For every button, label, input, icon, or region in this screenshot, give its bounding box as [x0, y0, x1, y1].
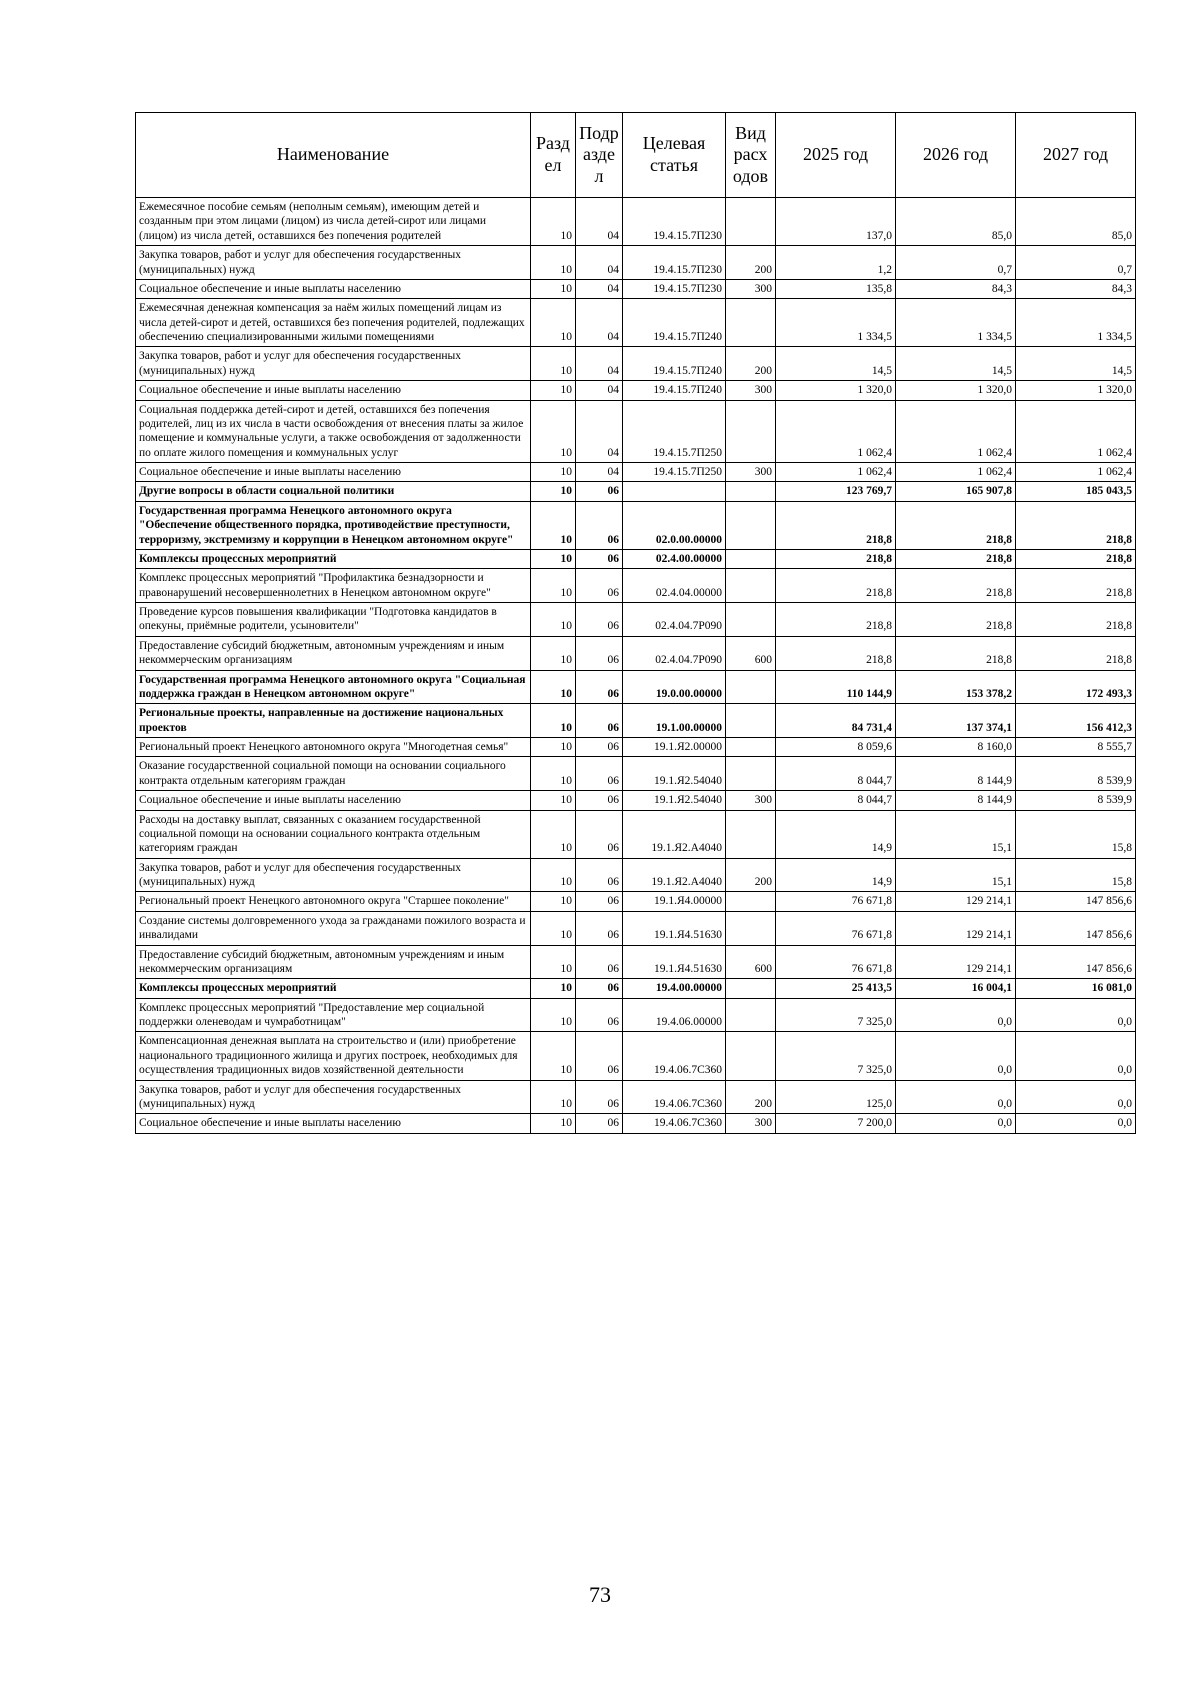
cell-name: Предоставление субсидий бюджетным, автономным учреждениям и иным некоммерческим организациям [136, 945, 531, 979]
cell-name: Социальная поддержка детей-сирот и детей, оставшихся без попечения родителей, лиц из их числа в части освобождения от внесения платы за жилое помещение и коммунальные услуги, а также освобождения от задолженности по оплате жилого помещения и коммунальных услуг [136, 400, 531, 463]
cell-razdel: 10 [531, 246, 576, 280]
cell-razdel: 10 [531, 569, 576, 603]
cell-2027: 8 539,9 [1016, 791, 1136, 810]
cell-name: Региональные проекты, направленные на достижение национальных проектов [136, 704, 531, 738]
cell-2027: 218,8 [1016, 569, 1136, 603]
cell-name: Расходы на доставку выплат, связанных с оказанием государственной социальной помощи на основании социального контракта отдельным категориям граждан [136, 810, 531, 858]
cell-name: Комплексы процессных мероприятий [136, 979, 531, 998]
cell-2025: 7 325,0 [776, 998, 896, 1032]
cell-2026: 0,0 [896, 1080, 1016, 1114]
cell-target: 19.4.06.00000 [623, 998, 726, 1032]
cell-razdel: 10 [531, 347, 576, 381]
header-2026: 2026 год [896, 113, 1016, 198]
cell-target: 02.4.04.7Р090 [623, 636, 726, 670]
table-row [136, 791, 1136, 810]
table-row [136, 347, 1136, 381]
table-row [136, 482, 1136, 501]
cell-name: Социальное обеспечение и иные выплаты населению [136, 1114, 531, 1133]
table-row [136, 381, 1136, 400]
cell-2027: 0,7 [1016, 246, 1136, 280]
cell-2027: 218,8 [1016, 501, 1136, 549]
table-row [136, 1080, 1136, 1114]
cell-target: 19.1.Я4.51630 [623, 911, 726, 945]
cell-razdel: 10 [531, 501, 576, 549]
cell-target: 19.4.15.7П230 [623, 246, 726, 280]
table-row [136, 198, 1136, 246]
cell-vid [726, 1032, 776, 1080]
cell-vid [726, 501, 776, 549]
cell-target: 19.1.Я4.00000 [623, 892, 726, 911]
cell-target: 02.0.00.00000 [623, 501, 726, 549]
budget-table [135, 112, 1136, 1134]
cell-2026: 8 160,0 [896, 738, 1016, 757]
cell-vid: 200 [726, 246, 776, 280]
cell-target: 19.1.00.00000 [623, 704, 726, 738]
table-row [136, 738, 1136, 757]
table-row [136, 501, 1136, 549]
cell-vid: 200 [726, 858, 776, 892]
table-row [136, 945, 1136, 979]
cell-podrazdel: 06 [576, 1032, 623, 1080]
header-2025: 2025 год [776, 113, 896, 198]
cell-2025: 1 062,4 [776, 400, 896, 463]
cell-vid: 200 [726, 347, 776, 381]
cell-podrazdel: 06 [576, 670, 623, 704]
cell-2025: 84 731,4 [776, 704, 896, 738]
cell-podrazdel: 04 [576, 299, 623, 347]
cell-razdel: 10 [531, 1032, 576, 1080]
cell-podrazdel: 06 [576, 979, 623, 998]
cell-podrazdel: 06 [576, 810, 623, 858]
cell-name: Ежемесячная денежная компенсация за наём жилых помещений лицам из числа детей-сирот и детей, оставшихся без попечения родителей, подлежащих обеспечению специализированными жилыми помещениями [136, 299, 531, 347]
cell-2027: 218,8 [1016, 603, 1136, 637]
cell-target: 19.4.15.7П230 [623, 198, 726, 246]
cell-2026: 0,0 [896, 1032, 1016, 1080]
cell-name: Другие вопросы в области социальной политики [136, 482, 531, 501]
header-vid: Вид расх одов [726, 113, 776, 198]
cell-vid [726, 911, 776, 945]
cell-target [623, 482, 726, 501]
cell-2027: 0,0 [1016, 1032, 1136, 1080]
cell-2026: 153 378,2 [896, 670, 1016, 704]
cell-target: 19.4.15.7П230 [623, 279, 726, 298]
cell-name: Закупка товаров, работ и услуг для обеспечения государственных (муниципальных) нужд [136, 347, 531, 381]
cell-name: Региональный проект Ненецкого автономного округа "Старшее поколение" [136, 892, 531, 911]
table-row [136, 246, 1136, 280]
cell-name: Региональный проект Ненецкого автономного округа "Многодетная семья" [136, 738, 531, 757]
header-podrazdel: Подр азде л [576, 113, 623, 198]
cell-2025: 7 325,0 [776, 1032, 896, 1080]
cell-vid [726, 482, 776, 501]
table-row [136, 892, 1136, 911]
cell-2027: 14,5 [1016, 347, 1136, 381]
cell-name: Комплекс процессных мероприятий "Предоставление мер социальной поддержки оленеводам и чумработницам" [136, 998, 531, 1032]
cell-podrazdel: 06 [576, 911, 623, 945]
cell-podrazdel: 04 [576, 198, 623, 246]
cell-podrazdel: 04 [576, 347, 623, 381]
cell-2027: 147 856,6 [1016, 892, 1136, 911]
cell-target: 19.1.Я4.51630 [623, 945, 726, 979]
cell-name: Компенсационная денежная выплата на строительство и (или) приобретение национального традиционного жилища и других построек, необходимых для осуществления традиционных видов хозяйственной деятельности [136, 1032, 531, 1080]
cell-2026: 84,3 [896, 279, 1016, 298]
cell-target: 19.4.15.7П240 [623, 347, 726, 381]
cell-target: 19.4.00.00000 [623, 979, 726, 998]
cell-vid: 300 [726, 1114, 776, 1133]
cell-name: Социальное обеспечение и иные выплаты населению [136, 381, 531, 400]
cell-name: Социальное обеспечение и иные выплаты населению [136, 463, 531, 482]
cell-2027: 218,8 [1016, 549, 1136, 568]
cell-2027: 147 856,6 [1016, 911, 1136, 945]
cell-2026: 1 320,0 [896, 381, 1016, 400]
cell-2026: 16 004,1 [896, 979, 1016, 998]
cell-2026: 8 144,9 [896, 757, 1016, 791]
cell-name: Проведение курсов повышения квалификации "Подготовка кандидатов в опекуны, приёмные родители, усыновители" [136, 603, 531, 637]
cell-2026: 218,8 [896, 636, 1016, 670]
cell-vid [726, 892, 776, 911]
cell-name: Закупка товаров, работ и услуг для обеспечения государственных (муниципальных) нужд [136, 246, 531, 280]
cell-name: Закупка товаров, работ и услуг для обеспечения государственных (муниципальных) нужд [136, 1080, 531, 1114]
cell-vid [726, 299, 776, 347]
cell-2026: 1 334,5 [896, 299, 1016, 347]
cell-vid: 600 [726, 945, 776, 979]
cell-podrazdel: 06 [576, 704, 623, 738]
cell-vid [726, 670, 776, 704]
cell-vid [726, 549, 776, 568]
cell-vid [726, 810, 776, 858]
cell-vid: 300 [726, 381, 776, 400]
cell-target: 19.1.Я2.00000 [623, 738, 726, 757]
cell-2025: 8 044,7 [776, 757, 896, 791]
cell-2025: 8 044,7 [776, 791, 896, 810]
cell-target: 02.4.04.7Р090 [623, 603, 726, 637]
cell-podrazdel: 06 [576, 549, 623, 568]
table-row [136, 1114, 1136, 1133]
cell-razdel: 10 [531, 279, 576, 298]
table-row [136, 1032, 1136, 1080]
table-row [136, 569, 1136, 603]
cell-podrazdel: 06 [576, 482, 623, 501]
cell-target: 19.4.15.7П250 [623, 400, 726, 463]
cell-razdel: 10 [531, 791, 576, 810]
cell-vid: 300 [726, 791, 776, 810]
cell-2026: 0,0 [896, 1114, 1016, 1133]
cell-podrazdel: 06 [576, 603, 623, 637]
cell-2025: 1 334,5 [776, 299, 896, 347]
cell-2025: 1 320,0 [776, 381, 896, 400]
cell-2027: 156 412,3 [1016, 704, 1136, 738]
cell-name: Закупка товаров, работ и услуг для обеспечения государственных (муниципальных) нужд [136, 858, 531, 892]
cell-podrazdel: 06 [576, 998, 623, 1032]
cell-name: Социальное обеспечение и иные выплаты населению [136, 279, 531, 298]
cell-razdel: 10 [531, 998, 576, 1032]
cell-2027: 1 062,4 [1016, 400, 1136, 463]
cell-2026: 15,1 [896, 810, 1016, 858]
cell-razdel: 10 [531, 670, 576, 704]
cell-2026: 8 144,9 [896, 791, 1016, 810]
cell-2027: 15,8 [1016, 810, 1136, 858]
table-row [136, 670, 1136, 704]
cell-vid: 600 [726, 636, 776, 670]
cell-target: 02.4.04.00000 [623, 569, 726, 603]
cell-2025: 76 671,8 [776, 892, 896, 911]
cell-2027: 172 493,3 [1016, 670, 1136, 704]
cell-2026: 1 062,4 [896, 463, 1016, 482]
cell-podrazdel: 04 [576, 400, 623, 463]
cell-target: 19.1.Я2.54040 [623, 791, 726, 810]
cell-name: Оказание государственной социальной помощи на основании социального контракта отдельным категориям граждан [136, 757, 531, 791]
cell-2025: 1,2 [776, 246, 896, 280]
cell-2027: 1 320,0 [1016, 381, 1136, 400]
table-row [136, 279, 1136, 298]
table-row [136, 463, 1136, 482]
cell-razdel: 10 [531, 892, 576, 911]
cell-2025: 14,5 [776, 347, 896, 381]
cell-razdel: 10 [531, 810, 576, 858]
cell-podrazdel: 04 [576, 279, 623, 298]
cell-name: Государственная программа Ненецкого автономного округа "Обеспечение общественного порядка, противодействие преступности, терроризму, экстремизму и коррупции в Ненецком автономном округе" [136, 501, 531, 549]
cell-2026: 14,5 [896, 347, 1016, 381]
cell-2027: 218,8 [1016, 636, 1136, 670]
cell-vid [726, 979, 776, 998]
cell-razdel: 10 [531, 381, 576, 400]
table-row [136, 704, 1136, 738]
cell-target: 19.1.Я2.А4040 [623, 858, 726, 892]
cell-target: 19.4.15.7П250 [623, 463, 726, 482]
cell-2025: 218,8 [776, 549, 896, 568]
cell-podrazdel: 06 [576, 1114, 623, 1133]
cell-2027: 0,0 [1016, 1080, 1136, 1114]
table-row [136, 998, 1136, 1032]
cell-2026: 1 062,4 [896, 400, 1016, 463]
cell-vid [726, 738, 776, 757]
cell-name: Социальное обеспечение и иные выплаты населению [136, 791, 531, 810]
cell-2027: 0,0 [1016, 998, 1136, 1032]
cell-razdel: 10 [531, 1080, 576, 1114]
cell-2025: 125,0 [776, 1080, 896, 1114]
cell-target: 19.4.06.7С360 [623, 1080, 726, 1114]
table-row [136, 299, 1136, 347]
cell-2027: 15,8 [1016, 858, 1136, 892]
cell-vid [726, 569, 776, 603]
cell-target: 19.4.06.7С360 [623, 1114, 726, 1133]
cell-razdel: 10 [531, 945, 576, 979]
cell-razdel: 10 [531, 738, 576, 757]
cell-2027: 8 555,7 [1016, 738, 1136, 757]
cell-podrazdel: 06 [576, 858, 623, 892]
cell-vid [726, 603, 776, 637]
cell-podrazdel: 06 [576, 791, 623, 810]
cell-2027: 0,0 [1016, 1114, 1136, 1133]
cell-razdel: 10 [531, 636, 576, 670]
table-row [136, 979, 1136, 998]
cell-razdel: 10 [531, 400, 576, 463]
cell-razdel: 10 [531, 482, 576, 501]
table-row [136, 636, 1136, 670]
cell-2025: 8 059,6 [776, 738, 896, 757]
cell-2025: 76 671,8 [776, 945, 896, 979]
cell-2027: 147 856,6 [1016, 945, 1136, 979]
cell-target: 19.4.15.7П240 [623, 381, 726, 400]
cell-name: Ежемесячное пособие семьям (неполным семьям), имеющим детей и созданным при этом лицами (лицом) из числа детей-сирот или лицами (лицом) из числа детей, оставшихся без попечения родителей [136, 198, 531, 246]
cell-razdel: 10 [531, 979, 576, 998]
cell-target: 19.1.Я2.54040 [623, 757, 726, 791]
cell-2026: 218,8 [896, 569, 1016, 603]
cell-2027: 84,3 [1016, 279, 1136, 298]
cell-2026: 165 907,8 [896, 482, 1016, 501]
cell-name: Создание системы долговременного ухода за гражданами пожилого возраста и инвалидами [136, 911, 531, 945]
cell-razdel: 10 [531, 549, 576, 568]
cell-2025: 218,8 [776, 501, 896, 549]
cell-vid: 300 [726, 463, 776, 482]
cell-2025: 7 200,0 [776, 1114, 896, 1133]
cell-2026: 0,0 [896, 998, 1016, 1032]
cell-2025: 218,8 [776, 603, 896, 637]
cell-2025: 1 062,4 [776, 463, 896, 482]
cell-razdel: 10 [531, 603, 576, 637]
cell-target: 19.4.15.7П240 [623, 299, 726, 347]
cell-podrazdel: 06 [576, 757, 623, 791]
cell-vid: 200 [726, 1080, 776, 1114]
table-row [136, 603, 1136, 637]
cell-2026: 218,8 [896, 603, 1016, 637]
table-row [136, 400, 1136, 463]
cell-razdel: 10 [531, 757, 576, 791]
cell-2025: 110 144,9 [776, 670, 896, 704]
cell-2026: 15,1 [896, 858, 1016, 892]
cell-name: Комплекс процессных мероприятий "Профилактика безнадзорности и правонарушений несовершеннолетних в Ненецком автономном округе" [136, 569, 531, 603]
cell-2027: 16 081,0 [1016, 979, 1136, 998]
cell-vid: 300 [726, 279, 776, 298]
cell-podrazdel: 06 [576, 501, 623, 549]
cell-vid [726, 757, 776, 791]
cell-vid [726, 704, 776, 738]
header-2027: 2027 год [1016, 113, 1136, 198]
cell-razdel: 10 [531, 463, 576, 482]
table-row [136, 757, 1136, 791]
cell-2026: 137 374,1 [896, 704, 1016, 738]
cell-name: Предоставление субсидий бюджетным, автономным учреждениям и иным некоммерческим организациям [136, 636, 531, 670]
cell-2025: 25 413,5 [776, 979, 896, 998]
table-row [136, 549, 1136, 568]
cell-2025: 218,8 [776, 636, 896, 670]
cell-razdel: 10 [531, 299, 576, 347]
cell-2027: 185 043,5 [1016, 482, 1136, 501]
cell-podrazdel: 06 [576, 1080, 623, 1114]
cell-2026: 85,0 [896, 198, 1016, 246]
cell-2027: 85,0 [1016, 198, 1136, 246]
header-row [136, 113, 1136, 198]
cell-target: 19.4.06.7С360 [623, 1032, 726, 1080]
table-row [136, 858, 1136, 892]
cell-name: Государственная программа Ненецкого автономного округа "Социальная поддержка граждан в Ненецком автономном округе" [136, 670, 531, 704]
cell-vid [726, 998, 776, 1032]
cell-2025: 123 769,7 [776, 482, 896, 501]
cell-2025: 76 671,8 [776, 911, 896, 945]
cell-2026: 129 214,1 [896, 911, 1016, 945]
header-target: Целевая статья [623, 113, 726, 198]
cell-2025: 14,9 [776, 810, 896, 858]
cell-vid [726, 198, 776, 246]
cell-vid [726, 400, 776, 463]
cell-2027: 1 062,4 [1016, 463, 1136, 482]
cell-2026: 129 214,1 [896, 892, 1016, 911]
cell-2026: 129 214,1 [896, 945, 1016, 979]
cell-2027: 1 334,5 [1016, 299, 1136, 347]
header-name: Наименование [136, 113, 531, 198]
cell-razdel: 10 [531, 911, 576, 945]
cell-2025: 14,9 [776, 858, 896, 892]
cell-razdel: 10 [531, 858, 576, 892]
cell-podrazdel: 04 [576, 381, 623, 400]
cell-razdel: 10 [531, 704, 576, 738]
cell-podrazdel: 06 [576, 636, 623, 670]
cell-2026: 218,8 [896, 501, 1016, 549]
cell-2027: 8 539,9 [1016, 757, 1136, 791]
table-body [136, 198, 1136, 1134]
table-row [136, 911, 1136, 945]
table-row [136, 810, 1136, 858]
cell-podrazdel: 06 [576, 945, 623, 979]
cell-podrazdel: 04 [576, 463, 623, 482]
cell-2025: 137,0 [776, 198, 896, 246]
cell-name: Комплексы процессных мероприятий [136, 549, 531, 568]
cell-podrazdel: 06 [576, 738, 623, 757]
cell-target: 19.0.00.00000 [623, 670, 726, 704]
cell-podrazdel: 04 [576, 246, 623, 280]
cell-target: 02.4.00.00000 [623, 549, 726, 568]
cell-2025: 135,8 [776, 279, 896, 298]
cell-podrazdel: 06 [576, 569, 623, 603]
cell-target: 19.1.Я2.А4040 [623, 810, 726, 858]
header-razdel: Разд ел [531, 113, 576, 198]
cell-razdel: 10 [531, 1114, 576, 1133]
cell-2025: 218,8 [776, 569, 896, 603]
cell-podrazdel: 06 [576, 892, 623, 911]
cell-2026: 0,7 [896, 246, 1016, 280]
page-number: 73 [589, 1582, 611, 1607]
cell-2026: 218,8 [896, 549, 1016, 568]
cell-razdel: 10 [531, 198, 576, 246]
